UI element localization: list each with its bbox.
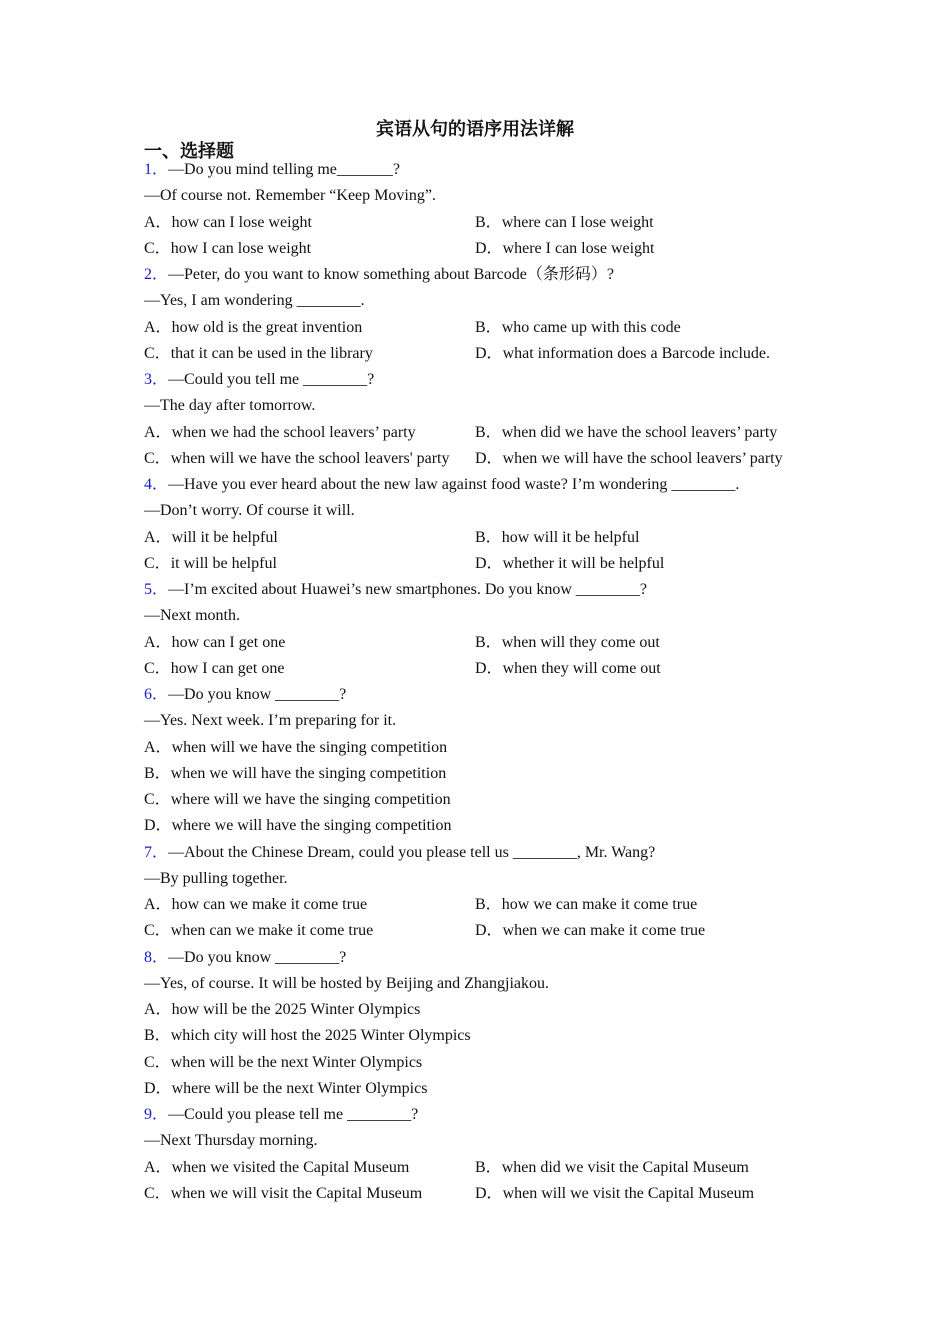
- answer-option: [144, 1026, 471, 1046]
- answer-option: [144, 633, 285, 653]
- option-text: whether it will be helpful: [502, 554, 665, 572]
- question-stem: [144, 843, 655, 863]
- question-number: 6．: [144, 686, 169, 703]
- question-text: —Do you mind telling me_______?: [168, 161, 400, 178]
- question-number: 3．: [144, 371, 169, 388]
- option-text: which city will host the 2025 Winter Olympics: [170, 1027, 471, 1045]
- option-text: when we will have the singing competition: [170, 764, 447, 782]
- option-label: C．: [144, 922, 171, 940]
- option-label: B．: [144, 764, 171, 782]
- option-text: where we will have the singing competition: [171, 817, 452, 835]
- question-text: —About the Chinese Dream, could you please tell us ________, Mr. Wang?: [168, 843, 656, 861]
- option-label: A．: [144, 738, 172, 756]
- answer-option: [144, 423, 416, 443]
- answer-option: [475, 528, 639, 548]
- question-stem: [144, 475, 739, 495]
- question-number: 4．: [144, 476, 169, 493]
- option-label: B．: [475, 1158, 502, 1176]
- answer-option: [475, 659, 661, 679]
- option-text: where will we have the singing competition: [170, 791, 451, 808]
- question-number: 1．: [144, 161, 169, 178]
- option-text: how will it be helpful: [501, 528, 640, 546]
- question-stem: [144, 1105, 418, 1125]
- option-text: when we will visit the Capital Museum: [170, 1184, 423, 1202]
- answer-option: [144, 764, 446, 784]
- question-stem: [144, 160, 400, 180]
- option-label: C．: [144, 239, 171, 257]
- option-label: C．: [144, 1053, 171, 1071]
- question-stem: [144, 685, 346, 705]
- option-label: B．: [475, 213, 502, 231]
- option-text: when did we have the school leavers’ party: [501, 423, 778, 441]
- option-label: A．: [144, 633, 172, 651]
- option-text: how old is the great invention: [171, 318, 363, 336]
- option-label: A．: [144, 896, 172, 913]
- question-reply: [144, 974, 549, 994]
- option-label: D．: [475, 239, 503, 257]
- option-text: when will we have the school leavers' party: [170, 449, 450, 467]
- option-text: what information does a Barcode include.: [502, 344, 771, 362]
- option-label: C．: [144, 449, 171, 467]
- option-text: how I can lose weight: [170, 239, 312, 257]
- option-text: when we had the school leavers’ party: [171, 423, 416, 441]
- answer-option: [144, 344, 373, 364]
- reply-text: —Next Thursday morning.: [144, 1132, 318, 1150]
- question-reply: [144, 606, 240, 626]
- answer-option: [475, 554, 664, 574]
- question-number: 2．: [144, 266, 169, 283]
- answer-option: [475, 1158, 749, 1178]
- answer-option: [144, 921, 373, 941]
- option-label: C．: [144, 1184, 171, 1202]
- option-label: B．: [475, 528, 502, 546]
- option-text: who came up with this code: [501, 318, 681, 336]
- question-number: 8．: [144, 948, 169, 966]
- option-text: how I can get one: [170, 659, 285, 677]
- answer-option: [475, 213, 654, 233]
- question-number: 9．: [144, 1106, 169, 1123]
- answer-option: [144, 1158, 409, 1178]
- option-label: A．: [144, 213, 172, 231]
- question-number: 5．: [144, 581, 169, 598]
- question-text: —Do you know ________?: [168, 948, 347, 966]
- answer-option: [475, 344, 770, 364]
- option-text: when they will come out: [502, 659, 661, 677]
- reply-text: —By pulling together.: [144, 869, 288, 887]
- answer-option: [144, 790, 451, 810]
- answer-option: [475, 1184, 754, 1204]
- option-label: D．: [144, 1079, 172, 1097]
- option-label: D．: [475, 1184, 503, 1202]
- page-title: 宾语从句的语序用法详解: [376, 119, 574, 140]
- answer-option: [144, 816, 452, 836]
- answer-option: [144, 1184, 422, 1204]
- answer-option: [144, 239, 311, 259]
- answer-option: [144, 1079, 427, 1099]
- reply-text: —Next month.: [144, 607, 240, 625]
- reply-text: —Of course not. Remember “Keep Moving”.: [144, 187, 436, 205]
- answer-option: [144, 449, 449, 469]
- section-heading: 一、选择题: [144, 141, 234, 162]
- option-text: how can I lose weight: [171, 213, 312, 231]
- option-label: D．: [475, 449, 503, 467]
- answer-option: [144, 895, 367, 915]
- option-text: when can we make it come true: [170, 922, 374, 940]
- option-label: B．: [475, 896, 502, 913]
- question-text: —Could you please tell me ________?: [168, 1106, 419, 1123]
- answer-option: [475, 449, 783, 469]
- option-label: A．: [144, 423, 172, 441]
- option-text: when will be the next Winter Olympics: [170, 1053, 423, 1071]
- question-text: —Could you tell me ________?: [168, 371, 375, 388]
- option-label: B．: [144, 1027, 171, 1045]
- reply-text: —The day after tomorrow.: [144, 397, 316, 415]
- question-reply: [144, 291, 365, 311]
- answer-option: [144, 554, 277, 574]
- answer-option: [144, 213, 312, 233]
- option-text: when will they come out: [501, 633, 660, 651]
- answer-option: [475, 895, 697, 915]
- option-label: A．: [144, 1158, 172, 1176]
- question-text: —Do you know ________?: [168, 686, 347, 703]
- option-text: when will we have the singing competition: [171, 738, 448, 756]
- option-text: when we visited the Capital Museum: [171, 1158, 410, 1176]
- option-text: where will be the next Winter Olympics: [171, 1079, 428, 1097]
- option-text: where I can lose weight: [502, 239, 655, 257]
- option-text: when did we visit the Capital Museum: [501, 1158, 749, 1176]
- option-text: will it be helpful: [171, 528, 278, 546]
- answer-option: [475, 921, 705, 941]
- option-label: A．: [144, 528, 172, 546]
- question-stem: [144, 948, 346, 968]
- option-label: B．: [475, 633, 502, 651]
- question-stem: [144, 265, 614, 285]
- question-text: —Peter, do you want to know something about Barcode（条形码）?: [168, 266, 614, 283]
- answer-option: [475, 423, 777, 443]
- answer-option: [144, 528, 278, 548]
- question-text: —Have you ever heard about the new law against food waste? I’m wondering ________.: [168, 476, 740, 493]
- option-label: D．: [475, 554, 503, 572]
- reply-text: —Yes. Next week. I’m preparing for it.: [144, 712, 397, 730]
- question-number: 7．: [144, 843, 169, 861]
- question-text: —I’m excited about Huawei’s new smartphones. Do you know ________?: [168, 581, 648, 598]
- option-label: C．: [144, 659, 171, 677]
- option-label: D．: [475, 922, 503, 940]
- option-text: when we can make it come true: [502, 922, 706, 940]
- question-stem: [144, 370, 374, 390]
- reply-text: —Yes, of course. It will be hosted by Beijing and Zhangjiakou.: [144, 974, 549, 992]
- option-text: that it can be used in the library: [170, 344, 373, 362]
- question-reply: [144, 501, 355, 521]
- question-reply: [144, 1131, 317, 1151]
- question-stem: [144, 580, 647, 600]
- option-text: it will be helpful: [170, 554, 277, 572]
- option-text: how will be the 2025 Winter Olympics: [171, 1001, 421, 1018]
- reply-text: —Yes, I am wondering ________.: [144, 292, 365, 310]
- question-reply: [144, 869, 288, 889]
- option-text: how we can make it come true: [501, 896, 698, 913]
- option-label: C．: [144, 344, 171, 362]
- answer-option: [475, 318, 681, 338]
- option-text: where can I lose weight: [501, 213, 654, 231]
- option-text: when will we visit the Capital Museum: [502, 1184, 755, 1202]
- question-reply: [144, 396, 315, 416]
- option-label: B．: [475, 318, 502, 336]
- option-label: C．: [144, 554, 171, 572]
- answer-option: [144, 1053, 422, 1073]
- option-label: D．: [475, 659, 503, 677]
- option-text: when we will have the school leavers’ party: [502, 449, 783, 467]
- answer-option: [475, 633, 660, 653]
- answer-option: [144, 318, 362, 338]
- reply-text: —Don’t worry. Of course it will.: [144, 502, 355, 520]
- option-label: A．: [144, 1001, 172, 1018]
- answer-option: [475, 239, 655, 259]
- option-label: C．: [144, 791, 171, 808]
- question-reply: [144, 711, 396, 731]
- option-label: D．: [475, 344, 503, 362]
- answer-option: [144, 738, 447, 758]
- answer-option: [144, 1000, 420, 1020]
- option-label: A．: [144, 318, 172, 336]
- option-label: B．: [475, 423, 502, 441]
- option-text: how can we make it come true: [171, 896, 368, 913]
- question-reply: [144, 186, 436, 206]
- answer-option: [144, 659, 284, 679]
- option-label: D．: [144, 817, 172, 835]
- option-text: how can I get one: [171, 633, 286, 651]
